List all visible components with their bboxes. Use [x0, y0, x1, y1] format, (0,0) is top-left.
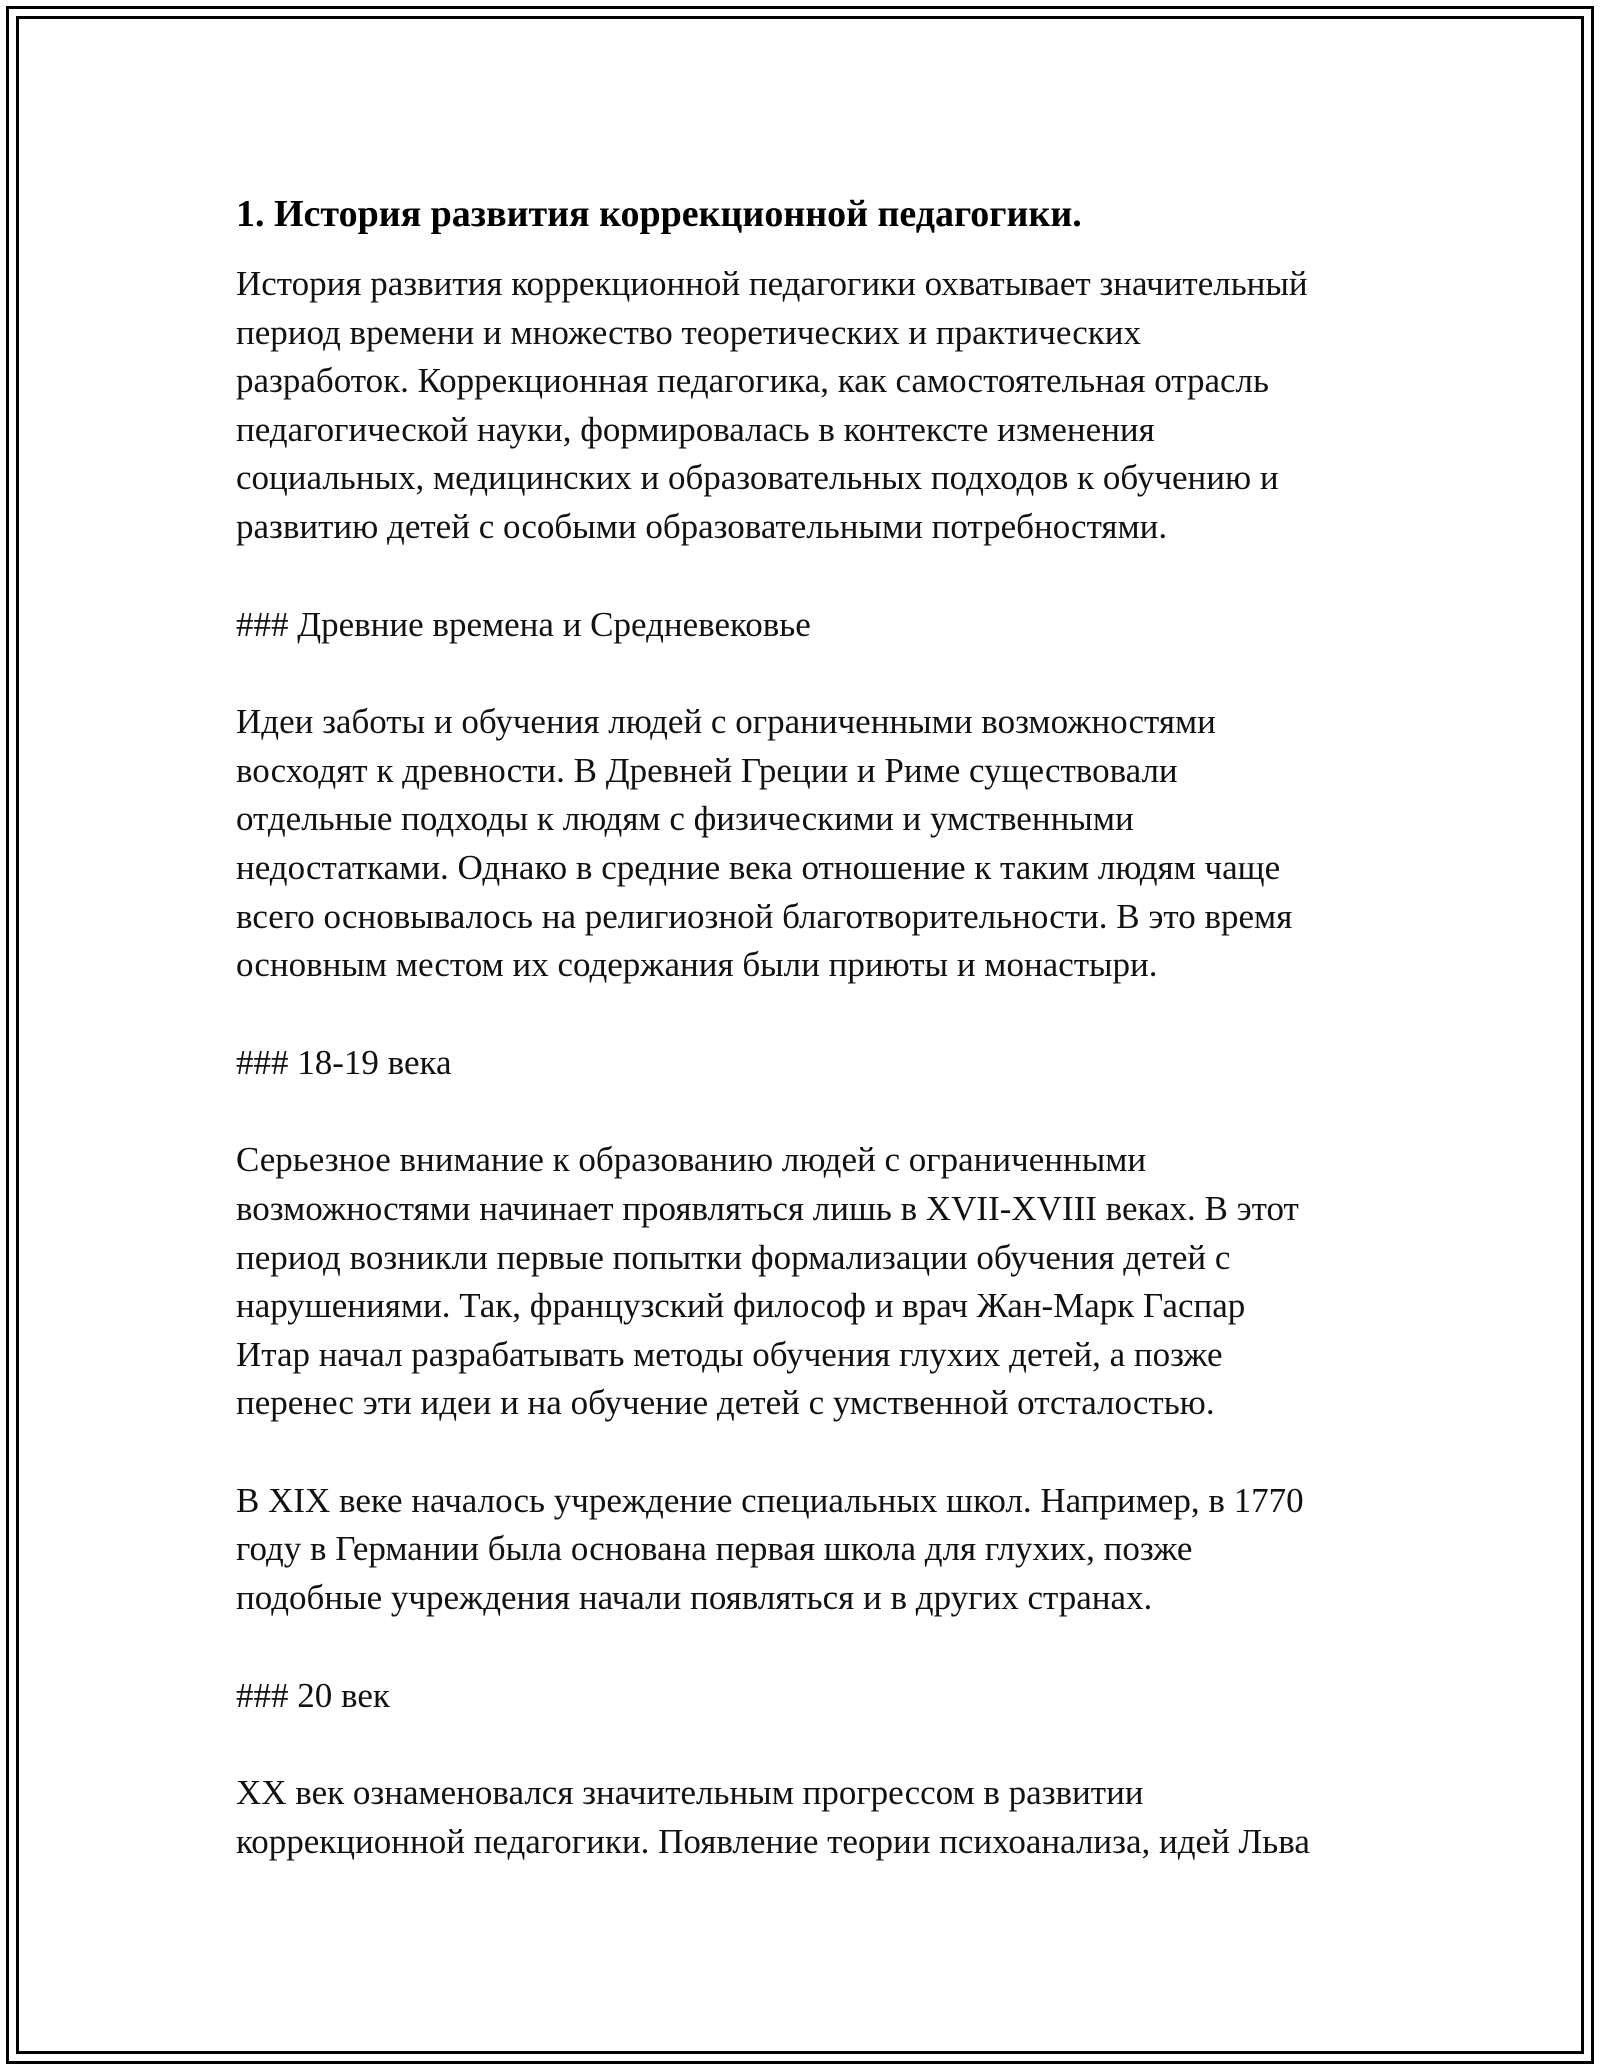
text-line: перенес эти идеи и на обучение детей с умственной отсталостью.: [236, 1383, 1215, 1423]
text-line: развитию детей с особыми образовательными потребностями.: [236, 506, 1168, 546]
text-line: социальных, медицинских и образовательных подходов к обучению и: [236, 458, 1279, 498]
document-body: [236, 186, 1386, 1915]
text-line: разработок. Коррекционная педагогика, как самостоятельная отрасль: [236, 361, 1269, 401]
text-line: В XIX веке началось учреждение специальных школ. Например, в 1770: [236, 1480, 1304, 1520]
paragraph-20-century: [236, 1769, 1386, 1866]
text-line: История развития коррекционной педагогики охватывает значительный: [236, 264, 1308, 303]
text-line: всего основывалось на религиозной благотворительности. В это время: [236, 896, 1293, 936]
text-line: педагогической науки, формировалась в контексте изменения: [236, 409, 1155, 449]
paragraph-ancient: [236, 698, 1386, 990]
text-line: период возникли первые попытки формализации обучения детей с: [236, 1237, 1231, 1277]
subheading-ancient: ### Древние времена и Средневековье: [236, 604, 811, 644]
text-line: Серьезное внимание к образованию людей с ограниченными: [236, 1140, 1147, 1180]
text-line: году в Германии была основана первая школа для глухих, позже: [236, 1529, 1193, 1569]
text-line: коррекционной педагогики. Появление теории психоанализа, идей Льва: [236, 1821, 1310, 1861]
document-title: 1. История развития коррекционной педагогики.: [236, 193, 1082, 235]
subheading-20-century: ### 20 век: [236, 1675, 390, 1715]
text-line: восходят к древности. В Древней Греции и Риме существовали: [236, 750, 1178, 790]
text-line: Итар начал разрабатывать методы обучения глухих детей, а позже: [236, 1334, 1223, 1374]
text-line: основным местом их содержания были приюты и монастыри.: [236, 945, 1158, 985]
text-line: XX век ознаменовался значительным прогрессом в развитии: [236, 1773, 1144, 1813]
paragraph-intro: [236, 260, 1386, 552]
text-line: Идеи заботы и обучения людей с ограниченными возможностями: [236, 702, 1216, 742]
text-line: отдельные подходы к людям с физическими и умственными: [236, 799, 1134, 839]
text-line: период времени и множество теоретических и практических: [236, 312, 1141, 352]
text-line: недостатками. Однако в средние века отношение к таким людям чаще: [236, 847, 1281, 887]
subheading-18-19-centuries: ### 18-19 века: [236, 1042, 452, 1082]
text-line: нарушениями. Так, французский философ и врач Жан-Марк Гаспар: [236, 1286, 1246, 1326]
paragraph-19-century-schools: [236, 1477, 1386, 1623]
paragraph-18-19-centuries: [236, 1136, 1386, 1428]
text-line: подобные учреждения начали появляться и в других странах.: [236, 1578, 1153, 1618]
text-line: возможностями начинает проявляться лишь в XVII-XVIII веках. В этот: [236, 1188, 1299, 1228]
